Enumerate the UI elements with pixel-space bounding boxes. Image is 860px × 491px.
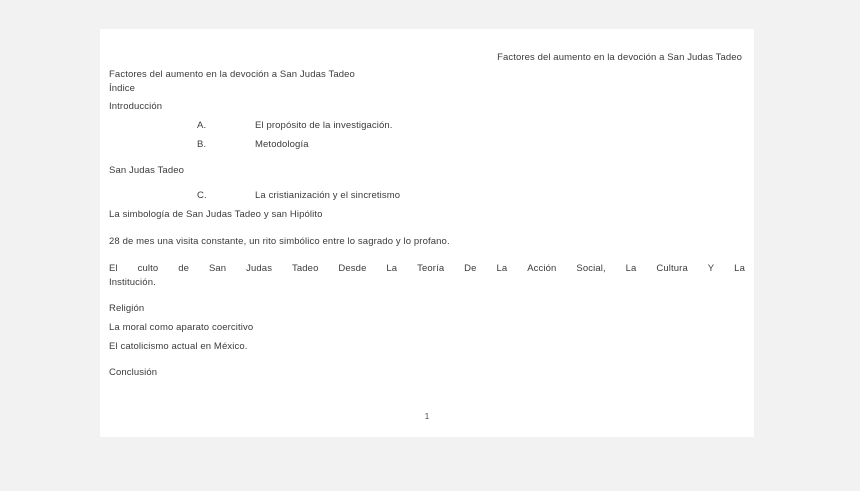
word: La: [734, 262, 745, 274]
line-simbologia: La simbología de San Judas Tadeo y san Hipólito: [109, 209, 323, 221]
word: Social,: [576, 262, 606, 274]
word: culto: [137, 262, 159, 274]
list-item-marker: [109, 189, 255, 203]
spacer: [109, 290, 746, 302]
spacer: [109, 249, 746, 262]
list-item-marker-text: B.: [197, 138, 207, 150]
word: Judas: [246, 262, 273, 274]
line-conclusion: Conclusión: [109, 367, 158, 379]
document-page: [100, 29, 754, 437]
document-title: Factores del aumento en la devoción a San Judas Tadeo: [109, 68, 355, 80]
spacer: [109, 177, 746, 189]
line-catolicismo: El catolicismo actual en México.: [109, 340, 248, 352]
list-item-marker: [109, 138, 255, 152]
word: de: [178, 262, 190, 274]
word: Desde: [338, 262, 367, 274]
word: Cultura: [656, 262, 688, 274]
paragraph-culto-san-judas: [109, 262, 745, 291]
list-item-label: Metodología: [255, 138, 309, 150]
list-item-marker-text: C.: [197, 190, 207, 202]
line-religion: Religión: [109, 303, 145, 315]
word: Acción: [527, 262, 557, 274]
word: La: [496, 262, 508, 274]
word: La: [386, 262, 398, 274]
document-body: [100, 51, 754, 380]
section-introduccion: Introducción: [109, 101, 163, 113]
spacer: [109, 353, 746, 366]
spacer: [109, 152, 746, 164]
running-header: Factores del aumento en la devoción a San Judas Tadeo: [497, 52, 742, 63]
spacer: [109, 222, 746, 235]
word: El: [109, 262, 118, 274]
word: De: [464, 262, 477, 274]
list-item: [109, 119, 746, 133]
list-item-label: La cristianización y el sincretismo: [255, 190, 401, 202]
word: La: [625, 262, 637, 274]
paragraph-line: [109, 262, 745, 276]
list-item-marker-text: A.: [197, 120, 207, 132]
list-item-label: El propósito de la investigación.: [255, 120, 393, 132]
list-item: [109, 138, 746, 152]
page-number: 1: [424, 412, 430, 421]
list-item: [109, 189, 746, 203]
list-item-marker: [109, 119, 255, 133]
word: Tadeo: [292, 262, 319, 274]
paragraph-line: Institución.: [109, 276, 156, 288]
index-label: Índice: [109, 82, 136, 94]
word: Teoría: [417, 262, 445, 274]
line-moral: La moral como aparato coercitivo: [109, 321, 254, 333]
word: Y: [707, 262, 715, 274]
word: San: [208, 262, 227, 274]
heading-san-judas-tadeo: San Judas Tadeo: [109, 164, 185, 176]
line-visita-constante: 28 de mes una visita constante, un rito simbólico entre lo sagrado y lo profano.: [109, 235, 450, 247]
